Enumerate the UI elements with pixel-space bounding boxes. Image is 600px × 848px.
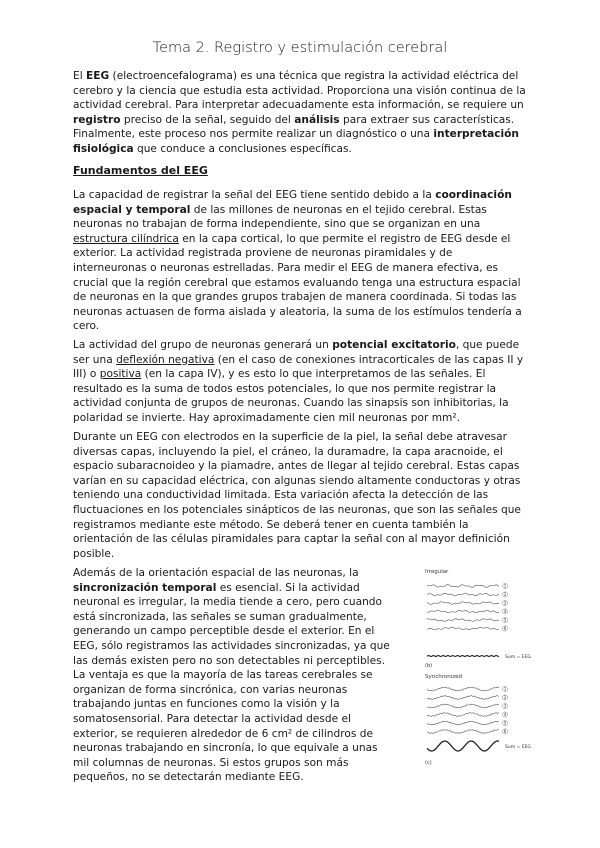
- section-heading: Fundamentos del EEG: [73, 164, 208, 177]
- text: preciso de la señal, seguido del: [120, 113, 295, 126]
- eeg-trace: [427, 721, 499, 725]
- trace-number: 4: [503, 609, 507, 615]
- text: (en el caso de conexiones intracorticales de las capas II y III) o: [73, 353, 524, 381]
- eeg-trace: [427, 619, 499, 622]
- bold-term: potencial excitatorio: [332, 339, 456, 351]
- eeg-trace: [427, 593, 499, 596]
- synchronized-traces: [427, 686, 508, 734]
- trace-number: 1: [503, 686, 507, 692]
- eeg-trace: [427, 687, 499, 691]
- text: Durante un EEG con electrodos en la superficie de la piel, la señal debe atravesar diversas capas, incluyendo la piel, el cráneo, la duramadre, la capa aracnoide, el espacio subaracnoideo y la piamadre, antes de llegar al tejido cerebral. Estas capas varían en su capacidad eléctrica, con algunas siendo altamente conductoras y otras teniendo una conductividad limitada. Esta variación afecta la detección de las fluctuaciones en los potenciales sinápticos de las neuronas, que son las señales que registramos mediante este método. Se deberá tener en cuenta también la orientación de las células piramidales para captar la señal con al mayor definición posible.: [73, 431, 521, 560]
- eeg-trace: [427, 610, 499, 613]
- irregular-traces: [427, 583, 508, 631]
- eeg-trace: [427, 704, 499, 708]
- sum-label-bottom: Sum = EEG: [505, 745, 531, 750]
- eeg-trace: [427, 602, 499, 605]
- text: es esencial. Si la actividad neuronal es irregular, la media tiende a cero, pero cuando está sincronizada, las señales se suman gradualmente, generando un campo perceptible desde el exterior. En el EEG, sólo registramos las actividades sincronizadas, ya que las demás existen pero no son detectables ni perceptibles. La ventaja es que la mayoría de las tareas cerebrales se organizan de forma sincrónica, con varias neuronas trabajando juntas en funciones como la visión y la somatosensorial. Para detectar la actividad desde el exterior, se requieren alrededor de 6 cm² de cilindros de neuronas trabajando en sincronía, lo que equivale a unas mil columnas de neuronas. Si estos grupos son más pequeños, no se detectarán mediante EEG.: [73, 581, 390, 784]
- paragraph-synchronization: [73, 566, 391, 785]
- synchronized-sum-trace: [427, 741, 499, 751]
- underlined-term: deflexión negativa: [116, 353, 215, 366]
- paragraph-layers: [73, 430, 528, 561]
- paragraph-coordination: [73, 188, 528, 334]
- paragraph-potential: [73, 338, 528, 426]
- bold-term: interpretación fisiológica: [73, 128, 519, 155]
- trace-number: 4: [503, 712, 507, 718]
- text: Además de la orientación espacial de las neuronas, la: [73, 567, 359, 579]
- text: de las millones de neuronas en el tejido cerebral. Estas neuronas no trabajan de forma independiente, sino que se organizan en una: [73, 203, 487, 231]
- panel-b-label: (b): [425, 663, 433, 669]
- sum-label-top: Sum = EEG: [505, 655, 531, 660]
- bold-term: sincronización temporal: [73, 581, 217, 594]
- underlined-term: estructura cilíndrica: [73, 232, 179, 245]
- eeg-trace: [427, 627, 499, 630]
- underlined-term: positiva: [99, 368, 142, 381]
- trace-number: 3: [503, 703, 507, 709]
- figure-label-synchronized: Synchronized: [425, 674, 463, 680]
- trace-number: 2: [503, 592, 507, 598]
- eeg-trace: [427, 730, 499, 734]
- trace-number: 6: [503, 729, 507, 735]
- page-title: Tema 2. Registro y estimulación cerebral: [152, 40, 448, 56]
- intro-paragraph: [73, 69, 528, 157]
- trace-number: 1: [503, 583, 507, 589]
- panel-c-label: (c): [425, 760, 432, 766]
- eeg-trace: [427, 696, 499, 700]
- bold-term: análisis: [294, 113, 340, 126]
- bold-term: registro: [73, 113, 121, 126]
- text: para extraer sus características. Finalmente, este proceso nos permite realizar un diagnóstico o una: [73, 113, 515, 141]
- text: (en la capa IV), y es esto lo que interpretamos de las señales. El resultado es la suma de todos estos potenciales, lo que nos permite registrar la actividad conjunta de grupos de neuronas. Cuando las sinapsis son inhibitorias, la polaridad se invierte. Hay aproximadamente cien mil neuronas por mm².: [73, 368, 509, 424]
- eeg-figure-svg: [425, 566, 535, 766]
- eeg-trace: [427, 585, 499, 588]
- bold-term: coordinación espacial y temporal: [73, 189, 512, 216]
- eeg-trace: [427, 713, 499, 717]
- text: (electroencefalograma) es una técnica que registra la actividad eléctrica del cerebro y la ciencia que estudia esta actividad. Proporciona una visión continua de la actividad cerebral. Para interpretar adecuadamente esta información, se requiere un: [73, 70, 526, 112]
- irregular-sum-trace: [427, 656, 499, 657]
- trace-number: 5: [503, 720, 507, 726]
- text: El: [73, 70, 87, 82]
- bold-term: EEG: [86, 70, 110, 82]
- text: La capacidad de registrar la señal del EEG tiene sentido debido a la: [73, 189, 436, 201]
- text: que conduce a conclusiones específicas.: [133, 142, 352, 155]
- trace-number: 2: [503, 695, 507, 701]
- text: , que puede ser una: [73, 339, 520, 366]
- text: en la capa cortical, lo que permite el registro de EEG desde el exterior. La actividad registrada proviene de neuronas piramidales y de interneuronas o neuronas estrelladas. Para medir el EEG de manera efectiva, es crucial que la región cerebral que estamos evaluando tenga una estructura espacial de neuronas en la que grandes grupos trabajen de manera coordinada. Si todas las neuronas actuasen de forma aislada y aleatoria, la suma de los estímulos tendería a cero.: [73, 232, 522, 333]
- text: La actividad del grupo de neuronas generará un: [73, 339, 333, 351]
- trace-number: 6: [503, 626, 507, 632]
- eeg-sync-figure: [425, 566, 535, 766]
- trace-number: 3: [503, 600, 507, 606]
- figure-label-irregular: Irregular: [425, 569, 449, 575]
- trace-number: 5: [503, 617, 507, 623]
